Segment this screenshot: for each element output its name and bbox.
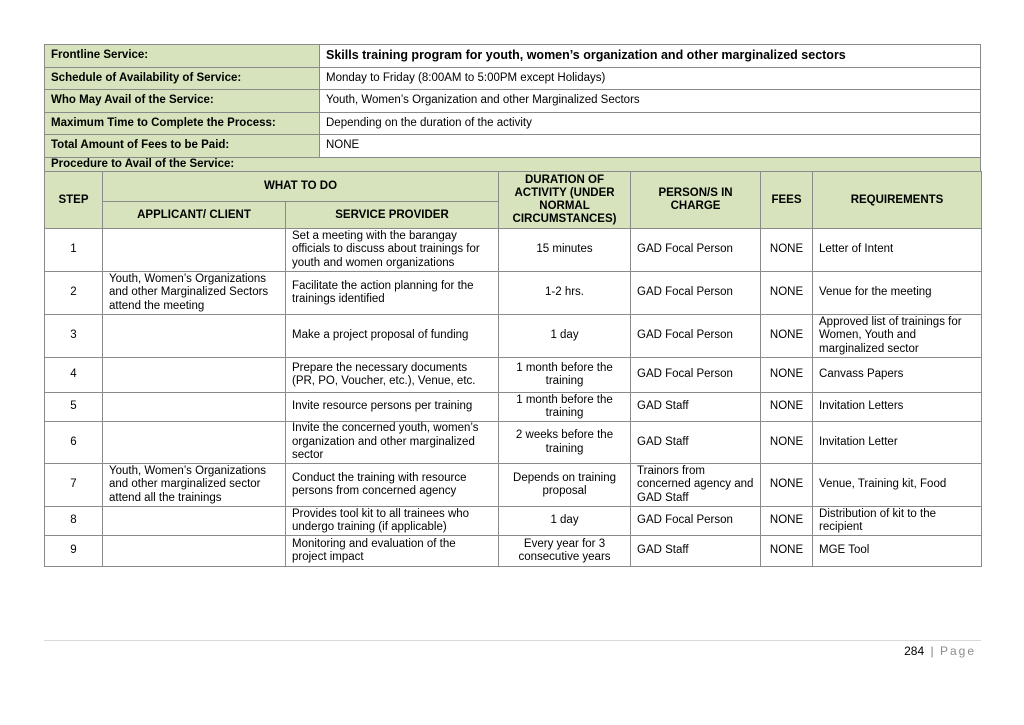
person-in-charge: GAD Focal Person: [631, 507, 761, 536]
provider-action: Set a meeting with the barangay officials to discuss about trainings for youth and women organizations: [286, 229, 499, 272]
provider-action: Prepare the necessary documents (PR, PO, Voucher, etc.), Venue, etc.: [286, 358, 499, 393]
fees: NONE: [761, 358, 813, 393]
applicant-action: [103, 393, 286, 422]
step-number: 1: [45, 229, 103, 272]
applicant-action: [103, 507, 286, 536]
requirements: Venue, Training kit, Food: [813, 464, 982, 507]
duration: 1-2 hrs.: [499, 272, 631, 315]
table-row: [45, 358, 982, 393]
provider-action: Monitoring and evaluation of the project impact: [286, 536, 499, 567]
fees: NONE: [761, 229, 813, 272]
schedule-label: Schedule of Availability of Service:: [45, 67, 320, 90]
table-row: [45, 422, 982, 464]
fees: NONE: [761, 536, 813, 567]
person-in-charge: GAD Focal Person: [631, 229, 761, 272]
provider-action: Make a project proposal of funding: [286, 315, 499, 358]
requirements: Invitation Letters: [813, 393, 982, 422]
applicant-action: [103, 358, 286, 393]
step-number: 6: [45, 422, 103, 464]
who-may-avail-row: [45, 90, 981, 113]
fees: NONE: [761, 422, 813, 464]
what-to-do-header: WHAT TO DO: [103, 172, 499, 202]
service-info-table: [44, 44, 981, 172]
frontline-service-label: Frontline Service:: [45, 45, 320, 68]
frontline-service-row: [45, 45, 981, 68]
applicant-action: [103, 422, 286, 464]
requirements: Letter of Intent: [813, 229, 982, 272]
max-time-row: [45, 112, 981, 135]
provider-action: Conduct the training with resource persons from concerned agency: [286, 464, 499, 507]
table-row: [45, 536, 982, 567]
who-may-avail-label: Who May Avail of the Service:: [45, 90, 320, 113]
applicant-action: Youth, Women’s Organizations and other marginalized sector attend all the trainings: [103, 464, 286, 507]
person-in-charge: GAD Staff: [631, 536, 761, 567]
person-in-charge-header: PERSON/S IN CHARGE: [631, 172, 761, 229]
fees-header: FEES: [761, 172, 813, 229]
total-fees-value: NONE: [320, 135, 981, 158]
step-number: 2: [45, 272, 103, 315]
requirements: Invitation Letter: [813, 422, 982, 464]
total-fees-label: Total Amount of Fees to be Paid:: [45, 135, 320, 158]
schedule-row: [45, 67, 981, 90]
duration: 2 weeks before the training: [499, 422, 631, 464]
person-in-charge: GAD Staff: [631, 422, 761, 464]
person-in-charge: GAD Staff: [631, 393, 761, 422]
requirements: Distribution of kit to the recipient: [813, 507, 982, 536]
duration: 1 day: [499, 507, 631, 536]
duration: Depends on training proposal: [499, 464, 631, 507]
service-provider-header: SERVICE PROVIDER: [286, 202, 499, 229]
table-row: [45, 393, 982, 422]
table-row: [45, 229, 982, 272]
schedule-value: Monday to Friday (8:00AM to 5:00PM except Holidays): [320, 67, 981, 90]
applicant-header: APPLICANT/ CLIENT: [103, 202, 286, 229]
fees: NONE: [761, 315, 813, 358]
step-number: 8: [45, 507, 103, 536]
person-in-charge: GAD Focal Person: [631, 358, 761, 393]
duration: 15 minutes: [499, 229, 631, 272]
max-time-label: Maximum Time to Complete the Process:: [45, 112, 320, 135]
provider-action: Provides tool kit to all trainees who undergo training (if applicable): [286, 507, 499, 536]
procedure-steps-table: [44, 171, 982, 567]
duration: 1 month before the training: [499, 358, 631, 393]
frontline-service-value: Skills training program for youth, women’s organization and other marginalized sectors: [320, 45, 981, 68]
header-row-top: [45, 172, 982, 202]
applicant-action: [103, 536, 286, 567]
provider-action: Facilitate the action planning for the trainings identified: [286, 272, 499, 315]
fees: NONE: [761, 272, 813, 315]
applicant-action: [103, 229, 286, 272]
duration: 1 month before the training: [499, 393, 631, 422]
provider-action: Invite the concerned youth, women’s organization and other marginalized sector: [286, 422, 499, 464]
procedure-row: [45, 157, 981, 171]
fees: NONE: [761, 393, 813, 422]
table-row: [45, 272, 982, 315]
step-number: 4: [45, 358, 103, 393]
page-word: Page: [939, 644, 976, 658]
step-number: 9: [45, 536, 103, 567]
person-in-charge: GAD Focal Person: [631, 272, 761, 315]
table-row: [45, 315, 982, 358]
step-number: 7: [45, 464, 103, 507]
duration-header: DURATION OF ACTIVITY (UNDER NORMAL CIRCUMSTANCES): [499, 172, 631, 229]
procedure-label: Procedure to Avail of the Service:: [45, 157, 981, 171]
step-number: 3: [45, 315, 103, 358]
who-may-avail-value: Youth, Women’s Organization and other Marginalized Sectors: [320, 90, 981, 113]
provider-action: Invite resource persons per training: [286, 393, 499, 422]
applicant-action: [103, 315, 286, 358]
fees: NONE: [761, 464, 813, 507]
requirements: Approved list of trainings for Women, Youth and marginalized sector: [813, 315, 982, 358]
requirements: Canvass Papers: [813, 358, 982, 393]
max-time-value: Depending on the duration of the activity: [320, 112, 981, 135]
step-header: STEP: [45, 172, 103, 229]
step-number: 5: [45, 393, 103, 422]
requirements: MGE Tool: [813, 536, 982, 567]
duration: Every year for 3 consecutive years: [499, 536, 631, 567]
requirements-header: REQUIREMENTS: [813, 172, 982, 229]
duration: 1 day: [499, 315, 631, 358]
person-in-charge: GAD Focal Person: [631, 315, 761, 358]
total-fees-row: [45, 135, 981, 158]
footer-divider: [44, 640, 981, 641]
applicant-action: Youth, Women’s Organizations and other Marginalized Sectors attend the meeting: [103, 272, 286, 315]
footer-separator: |: [930, 644, 934, 658]
fees: NONE: [761, 507, 813, 536]
table-row: [45, 464, 982, 507]
page-number: 284: [904, 644, 925, 658]
table-row: [45, 507, 982, 536]
page-footer: [904, 644, 976, 658]
person-in-charge: Trainors from concerned agency and GAD Staff: [631, 464, 761, 507]
requirements: Venue for the meeting: [813, 272, 982, 315]
